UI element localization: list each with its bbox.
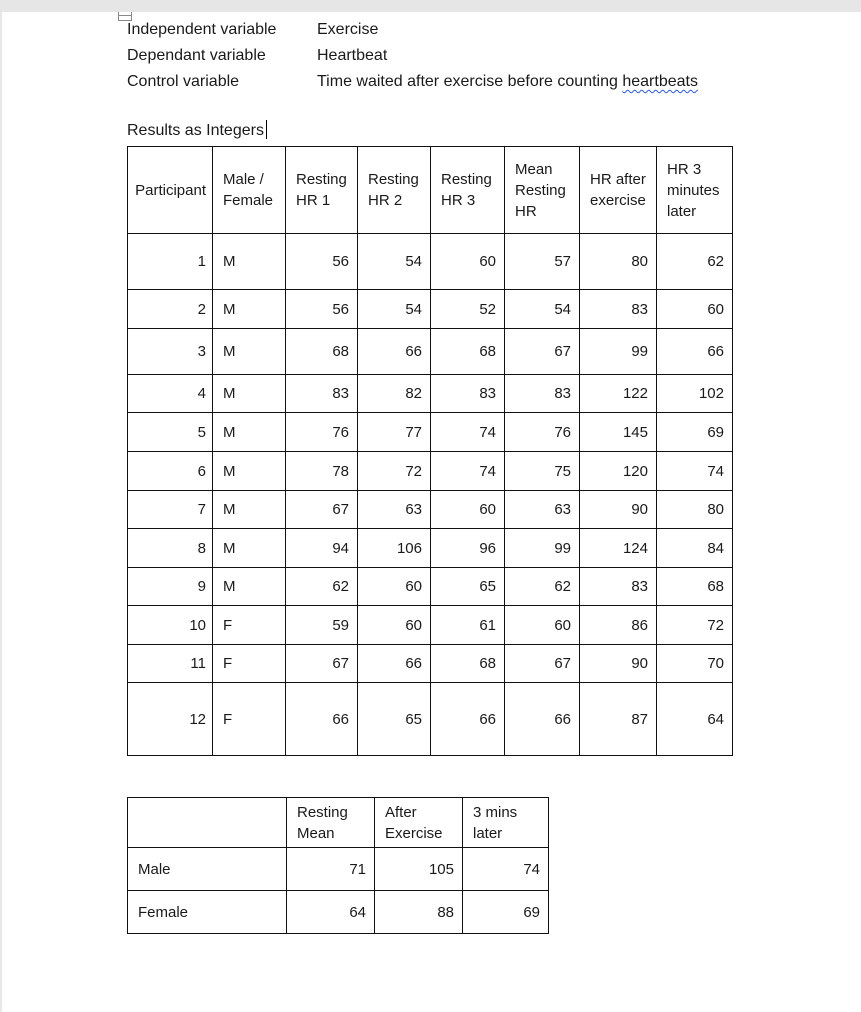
table-cell: 54 xyxy=(358,290,431,329)
table-cell: 5 xyxy=(128,413,213,452)
column-header: Resting HR 2 xyxy=(358,147,431,234)
table-row xyxy=(128,234,733,290)
table-cell: 3 xyxy=(128,329,213,375)
table-cell: 60 xyxy=(358,568,431,606)
table-cell: 87 xyxy=(580,683,657,756)
table-cell: 59 xyxy=(286,606,358,645)
table-cell: 74 xyxy=(657,452,733,491)
summary-cell: 71 xyxy=(287,848,375,891)
variable-label: Control variable xyxy=(127,73,240,90)
table-cell: 66 xyxy=(657,329,733,375)
table-cell: 63 xyxy=(505,491,580,529)
table-cell: 90 xyxy=(580,491,657,529)
table-cell: 80 xyxy=(580,234,657,290)
summary-table xyxy=(127,797,549,934)
column-header: Resting HR 1 xyxy=(286,147,358,234)
table-row xyxy=(128,529,733,568)
table-cell: F xyxy=(213,683,286,756)
table-cell: 66 xyxy=(286,683,358,756)
table-cell: 66 xyxy=(358,329,431,375)
table-cell: 72 xyxy=(657,606,733,645)
table-row xyxy=(128,491,733,529)
table-row xyxy=(128,375,733,413)
table-cell: 9 xyxy=(128,568,213,606)
summary-column-header: 3 mins later xyxy=(463,798,549,848)
table-row xyxy=(128,290,733,329)
table-cell: 86 xyxy=(580,606,657,645)
table-cell: 54 xyxy=(505,290,580,329)
control-text: Time waited after exercise before counting xyxy=(317,73,623,90)
table-row xyxy=(128,413,733,452)
summary-header-row xyxy=(128,798,549,848)
table-cell: 70 xyxy=(657,645,733,683)
table-cell: 68 xyxy=(286,329,358,375)
summary-row xyxy=(128,848,549,891)
table-cell: 83 xyxy=(286,375,358,413)
table-cell: 102 xyxy=(657,375,733,413)
table-cell: 78 xyxy=(286,452,358,491)
table-row xyxy=(128,645,733,683)
table-cell: M xyxy=(213,290,286,329)
table-cell: M xyxy=(213,452,286,491)
table-cell: 83 xyxy=(580,568,657,606)
variable-value: Exercise xyxy=(317,21,379,38)
table-cell: 7 xyxy=(128,491,213,529)
table-cell: 68 xyxy=(431,329,505,375)
summary-cell: 88 xyxy=(375,891,463,934)
table-cell: 94 xyxy=(286,529,358,568)
table-cell: 52 xyxy=(431,290,505,329)
table-cell: 68 xyxy=(657,568,733,606)
table-cell: 60 xyxy=(358,606,431,645)
column-header: Participant xyxy=(128,147,213,234)
table-cell: 75 xyxy=(505,452,580,491)
table-cell: 4 xyxy=(128,375,213,413)
table-cell: 74 xyxy=(431,452,505,491)
text-cursor xyxy=(266,120,267,139)
table-cell: 120 xyxy=(580,452,657,491)
table-cell: 69 xyxy=(657,413,733,452)
table-cell: 66 xyxy=(505,683,580,756)
summary-column-header: Resting Mean xyxy=(287,798,375,848)
column-header: Resting HR 3 xyxy=(431,147,505,234)
table-cell: 61 xyxy=(431,606,505,645)
table-cell: 122 xyxy=(580,375,657,413)
summary-cell: 64 xyxy=(287,891,375,934)
table-cell: 76 xyxy=(505,413,580,452)
table-cell: 62 xyxy=(657,234,733,290)
table-cell: 12 xyxy=(128,683,213,756)
variable-value: Heartbeat xyxy=(317,47,388,64)
table-cell: 60 xyxy=(657,290,733,329)
document-page[interactable] xyxy=(2,12,861,1012)
table-cell: 56 xyxy=(286,234,358,290)
table-cell: 64 xyxy=(657,683,733,756)
table-cell: 65 xyxy=(358,683,431,756)
table-cell: 84 xyxy=(657,529,733,568)
table-row xyxy=(128,606,733,645)
table-cell: 99 xyxy=(580,329,657,375)
table-cell: 124 xyxy=(580,529,657,568)
table-cell: M xyxy=(213,529,286,568)
summary-cell: 105 xyxy=(375,848,463,891)
table-cell: 90 xyxy=(580,645,657,683)
results-heading-text: Results as Integers xyxy=(127,122,264,139)
table-cell: 63 xyxy=(358,491,431,529)
table-row xyxy=(128,568,733,606)
table-cell: 67 xyxy=(505,329,580,375)
column-header: HR 3 minutes later xyxy=(657,147,733,234)
table-cell: 74 xyxy=(431,413,505,452)
summary-cell: Female xyxy=(128,891,287,934)
variable-value xyxy=(317,72,698,92)
table-cell: 145 xyxy=(580,413,657,452)
table-cell: F xyxy=(213,645,286,683)
results-table xyxy=(127,146,733,756)
table-cell: 72 xyxy=(358,452,431,491)
spellcheck-flagged-word[interactable]: heartbeats xyxy=(622,73,698,90)
column-header: Male / Female xyxy=(213,147,286,234)
table-header-row xyxy=(128,147,733,234)
column-header: Mean Resting HR xyxy=(505,147,580,234)
table-cell: M xyxy=(213,568,286,606)
table-cell: 6 xyxy=(128,452,213,491)
table-cell: 67 xyxy=(286,491,358,529)
column-header: HR after exercise xyxy=(580,147,657,234)
table-cell: 82 xyxy=(358,375,431,413)
table-cell: 2 xyxy=(128,290,213,329)
summary-cell: 69 xyxy=(463,891,549,934)
table-cell: 67 xyxy=(505,645,580,683)
table-cell: 60 xyxy=(431,491,505,529)
table-row xyxy=(128,329,733,375)
table-cell: 62 xyxy=(286,568,358,606)
table-cell: M xyxy=(213,329,286,375)
table-cell: 10 xyxy=(128,606,213,645)
table-row xyxy=(128,683,733,756)
summary-column-header: After Exercise xyxy=(375,798,463,848)
table-cell: 66 xyxy=(358,645,431,683)
variable-label: Dependant variable xyxy=(127,47,266,64)
table-cell: 1 xyxy=(128,234,213,290)
table-cell: 106 xyxy=(358,529,431,568)
window-top-strip xyxy=(0,0,861,12)
results-heading xyxy=(127,120,267,141)
table-cell: 11 xyxy=(128,645,213,683)
table-cell: 99 xyxy=(505,529,580,568)
table-cell: 66 xyxy=(431,683,505,756)
table-cell: 62 xyxy=(505,568,580,606)
summary-row xyxy=(128,891,549,934)
table-cell: 96 xyxy=(431,529,505,568)
table-cell: 68 xyxy=(431,645,505,683)
table-cell: M xyxy=(213,413,286,452)
table-cell: 83 xyxy=(431,375,505,413)
table-cell: 80 xyxy=(657,491,733,529)
table-cell: 77 xyxy=(358,413,431,452)
table-cell: 57 xyxy=(505,234,580,290)
table-row xyxy=(128,452,733,491)
table-cell: M xyxy=(213,375,286,413)
table-cell: M xyxy=(213,234,286,290)
table-cell: 54 xyxy=(358,234,431,290)
summary-cell: 74 xyxy=(463,848,549,891)
table-cell: 60 xyxy=(431,234,505,290)
table-cell: 65 xyxy=(431,568,505,606)
table-cell: F xyxy=(213,606,286,645)
table-cell: 83 xyxy=(505,375,580,413)
table-cell: 8 xyxy=(128,529,213,568)
table-cell: M xyxy=(213,491,286,529)
table-cell: 56 xyxy=(286,290,358,329)
table-cell: 83 xyxy=(580,290,657,329)
table-cell: 67 xyxy=(286,645,358,683)
table-cell: 76 xyxy=(286,413,358,452)
variable-label: Independent variable xyxy=(127,21,277,38)
table-cell: 60 xyxy=(505,606,580,645)
summary-column-header xyxy=(128,798,287,848)
summary-cell: Male xyxy=(128,848,287,891)
